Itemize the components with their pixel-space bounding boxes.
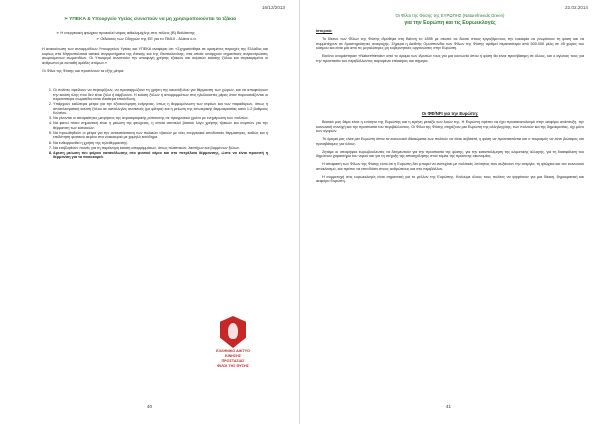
left-subtitle-2 [96,37,246,42]
list-item: 8. Αμεση μείωση του φόρου κατανάλωσης στο φυσικό αέριο και στο πετρέλαιο θέρμανσης, ώστε να είναι προσιτή η θέρμανση για τα νοικοκυριά. [53,151,268,160]
left-page-number: 40 [147,404,153,409]
right-page-date: 22.02.2014 [565,5,588,10]
role-paragraph-1: Βασικό μας θέμα είναι η ενότητα της Ευρώπης και η ειρήνη μεταξύ των λαών της. Η Ευρώπη πρέπει να έχει προσανατολισμό στην αειφόρο ανάπτυξη, την κοινωνική συνοχή και την προστασία του περιβάλλοντος. Οι Φίλοι της Φύσης στηρίζουν μια Ευρώπη της αλληλεγγύης, των πολιτών και της δημοκρατίας, όχι μόνο των αγορών. [316,120,584,134]
list-item: 2. Υπάρχουν καλύτερα μέτρα για την εξοικονόμηση ενέργειας, όπως η θερμομόνωση των κτιρίων και των παραθύρων, όπως η αποτελεσματική καύση ξύλου σε κατάλληλες συσκευές (με φίλτρα) και η μείωση της εσωτερικής θερμοκρασίας κατά 1-2 βαθμούς Κελσίου. [53,102,268,116]
logo-line-3: ΦΙΛΟΙ ΤΗΣ ΦΥΣΗΣ [217,364,249,369]
arrow-bullet-icon: ➢ [56,30,61,35]
role-paragraph-2: Το όραμά μας είναι μια Ευρώπη όπου τα κοινωνικά δικαιώματα των πολιτών να είναι σεβαστά, η φύση να προστατεύεται και ο τουρισμός να είναι βιώσιμος και προσβάσιμος για όλους. [316,137,584,146]
left-title-text: ΥΠΕΚΑ & Υπουργείο Υγείας συνιστούν να μη χρησιμοποιούνται τα τζάκια [69,17,237,22]
left-page-title [60,17,240,23]
arrow-bullet-icon: ➢ [63,17,70,22]
left-measures-list [42,88,268,160]
left-subtitle-1-text: Η ενεργειακή φτώχεια προκαλεί νέφος αιθαλομίχλης στις πόλεις (Β) Βαλάσσης [60,30,195,35]
right-history-section [316,29,584,67]
naturefriends-logo [214,316,252,369]
list-item: 4. Να φανεί πόσο σημαντική είναι η μείωση της φτώχειας, η οποία αποτελεί βασικό λόγο χρήσης τζακιών και σομπών για την θέρμανση των κατοικιών. [53,121,268,130]
right-page [300,0,600,424]
logo-line-2: ΚΙΝΗΣΗΣ ΠΡΟΣΤΑΣΙΑΣ [221,354,245,363]
list-item: 7. Να επιβληθούν ποινές για τη παράνομη καύση απορριμμάτων, όπως πλαστικών, λαστίχων και βαμμένων ξύλων. [53,146,268,151]
list-item: 3. Να γίνονται οι απαραίτητες μετρήσεις της ατμοσφαιρικής ρύπανσης σε πραγματικό χρόνο με ενημέρωση των πολιτών. [53,116,268,121]
role-paragraph-5: Η συμμετοχή στις ευρωεκλογές είναι σημαντική για το μέλλον της Ευρώπης. Καλούμε όλους τους πολίτες να ψηφίσουν για μια δίκαιη, δημοκρατική και αειφόρο Ευρώπη. [316,174,584,184]
role-paragraph-3: Ζητάμε οι υποψήφιοι ευρωβουλευτές να δεσμευτούν για την προστασία της φύσης, για την καταπολέμηση της κλιματικής αλλαγής, για τη διασφάλιση του δημόσιου χαρακτήρα του νερού και για τη στήριξη της απασχόλησης στον τομέα της πράσινης οικονομίας. [316,149,584,159]
history-paragraph-2: Εκείνοι ονομάστηκαν «Naturefriends» από το όραμα των ιδρυτών τους για μια κοινωνία όπου η φύση θα είναι προσβάσιμη σε όλους, και ο αγώνας τους για την προστασία του περιβάλλοντος παραμένει επίκαιρος και σήμερα. [316,54,584,63]
left-intro [42,47,268,77]
left-intro-paragraph: Η ανακοίνωση των συναρμόδιων Υπουργείων Υγείας και ΥΠΕΚΑ αναφέρει ότι: «Σχηματίσθηκε σε ορισμένες περιοχές της Ελλάδος και κυρίως στα Μητροπολιτικά αστικά συγκροτήματα της Αττικής και της Θεσσαλονίκης, στα οποία υπάρχουν σημαντικές συγκεντρώσεις αιωρούμενων σωματιδίων. Οι Υπουργοί συνιστούν την αποφυγή χρήσης τζακιών και σομπών καύσης ξύλου και συγκεκριμένα οι άνθρωποι με ευπαθή ομάδες ατόμων.» [42,47,268,65]
left-subtitle-2-text: Οιδείκτες των Οδηγιών της ΕΕ για το ΠΜ10 - Αλάνα κ.α. [100,36,197,41]
right-page-title: για την Ευρώπη και τις Ευρωεκλογές [404,20,496,26]
right-role-section [316,120,584,188]
role-paragraph-4: Η αποφασή των Φίλων της Φύσης είναι ότι η Ευρώπη δεν μπορεί να συνεχίσει με πολιτικές λιτότητας που αυξάνουν την ανεργία, τη φτώχεια και τον κοινωνικό αποκλεισμό, και πρέπει να επενδύσει στους ανθρώπους και στο περιβάλλον. [316,162,584,171]
history-paragraph-1: Το δίκτυο των Φίλων της Φύσης ιδρύθηκε στη Βιέννη το 1895 με σκοπό να δώσει στους εργαζόμενους την ευκαιρία να γνωρίσουν τη φύση και να συμμετέχουν σε δραστηριότητες αναψυχής. Σήμερα η Διεθνής Ομοσπονδία των Φίλων της Φύσης αριθμεί περισσότερα από 500.000 μέλη σε 45 χώρες του κόσμου και είναι μία από τις μεγαλύτερες μη κυβερνητικές οργανώσεις στην Ευρώπη. [316,37,584,51]
left-page-date: 16/12/2013 [262,5,285,10]
history-heading: Ιστορικό: [316,29,333,33]
list-item: 1. Οι πολίτες οφείλουν να περιορίζουν, να προσαρμόζουν τη χρήση της καυσόξυλου για θέρμανση των χώρων, και να αποφεύγουν την καύση ύλης που δεν είναι ξύλο ή κάρβουνο. Η καύση ξύλων ή απορριμμάτων στις ηλιόλουστες μέρες όταν παρουσιάζονται οι περισσότερα σωματίδια είναι ιδιαίτερα επικίνδυνη. [53,88,268,102]
left-intro-measures: Οι Φίλοι της Φύσης και προτείνουν τα εξής μέτρα: [42,68,125,73]
list-item: 5. Να προωθηθούν οι μέτρα για την αντικατάσταση των παλαιών τζακιών με νέες ενεργειακά αποδοτικές θερμαστρες, καθώς και η επιδότηση φυσικού αερίου στα νοικοκυριά με χαμηλό εισόδημα. [53,131,268,140]
role-heading: Οι ΦΦ/NFI για την Ευρώπη: [421,111,479,116]
right-page-number: 41 [446,404,452,409]
right-page-subtitle: Οι Φίλοι της Φύσης της ΕΥΡΩΠΗΣ (Naturefriends Green) [395,13,505,18]
arrow-bullet-icon: ➢ [96,36,101,41]
list-item: 6. Να ενθαρρυνθεί η χρήση της τηλεθέρμανσης. [53,141,268,146]
logo-line-1: ΕΛΛΗΝΙΚΟ ΔΙΚΤΥΟ [216,349,250,353]
naturefriends-badge-icon [220,316,246,348]
left-subtitle-1 [56,31,266,36]
